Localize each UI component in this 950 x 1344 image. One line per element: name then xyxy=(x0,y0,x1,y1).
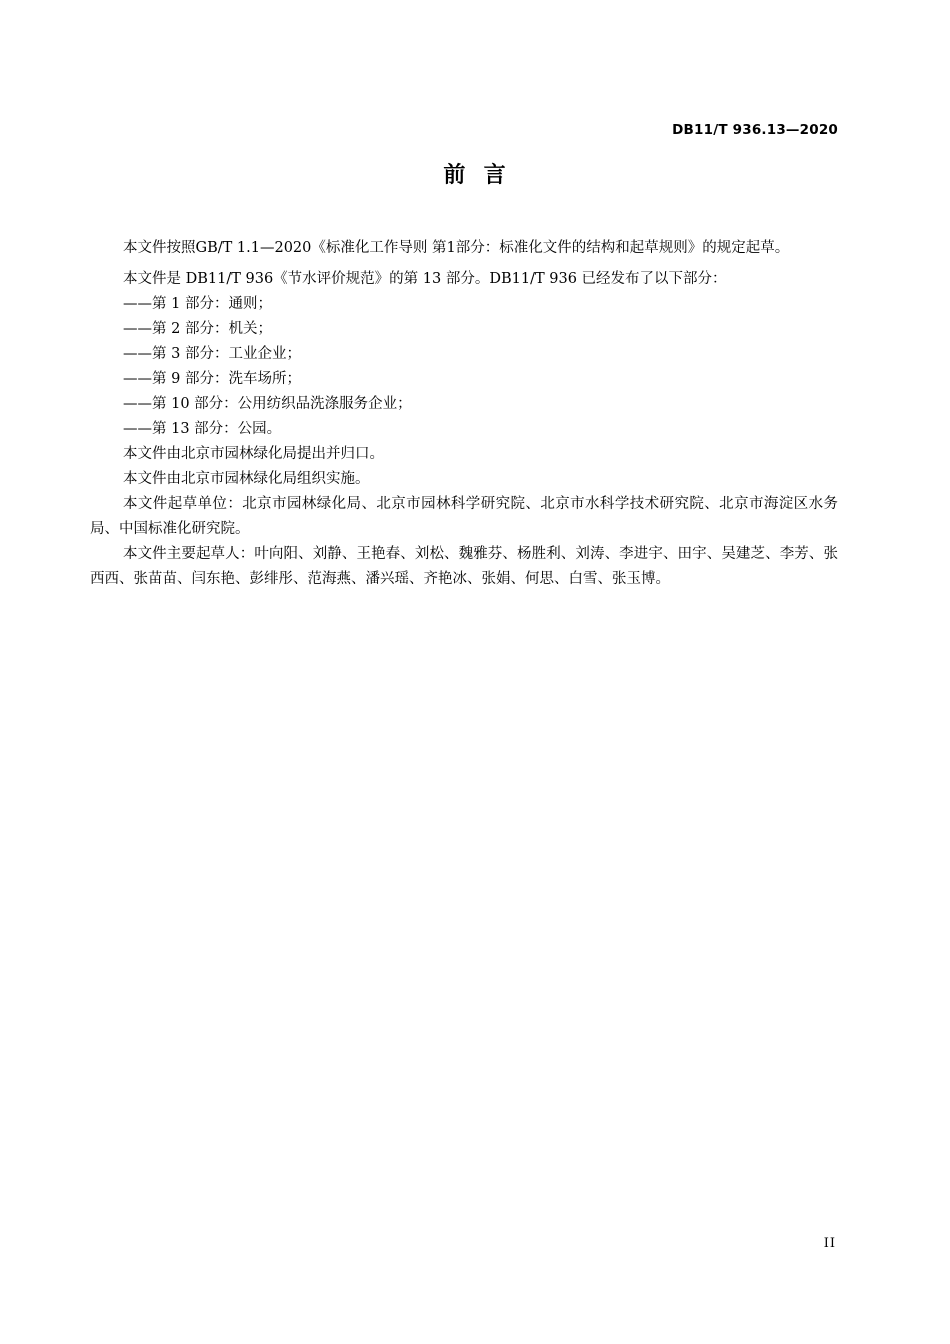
list-item: ——第 13 部分：公园。 xyxy=(123,421,282,437)
list-item: ——第 1 部分：通则； xyxy=(123,296,272,312)
paragraph-drafters: 本文件主要起草人：叶向阳、刘静、王艳春、刘松、魏雅芬、杨胜利、刘涛、李进宇、田宇、吴建芝、李芳、张西西、张苗苗、闫东艳、彭绯彤、范海燕、潘兴瑶、齐艳冰、张娟、何思、白雪、张玉博。 xyxy=(90,546,838,587)
page-number: II xyxy=(823,1236,836,1251)
paragraph-proposer: 本文件由北京市园林绿化局提出并归口。 xyxy=(123,446,384,462)
list-item: ——第 10 部分：公用纺织品洗涤服务企业； xyxy=(123,396,412,412)
list-item: ——第 3 部分：工业企业； xyxy=(123,346,301,362)
paragraph-drafting-rules: 本文件按照GB/T 1.1—2020《标准化工作导则 第1部分：标准化文件的结构和起草规则》的规定起草。 xyxy=(123,240,790,256)
standard-code: DB11/T 936.13—2020 xyxy=(672,122,838,138)
foreword-body xyxy=(90,236,838,592)
list-item: ——第 2 部分：机关； xyxy=(123,321,272,337)
paragraph-drafting-units: 本文件起草单位：北京市园林绿化局、北京市园林科学研究院、北京市水科学技术研究院、北京市海淀区水务局、中国标准化研究院。 xyxy=(90,496,838,537)
list-item: ——第 9 部分：洗车场所； xyxy=(123,371,301,387)
paragraph-implementer: 本文件由北京市园林绿化局组织实施。 xyxy=(123,471,370,487)
paragraph-series-intro: 本文件是 DB11/T 936《节水评价规范》的第 13 部分。DB11/T 936 已经发布了以下部分： xyxy=(123,271,727,287)
page-title: 前 言 xyxy=(443,163,507,188)
